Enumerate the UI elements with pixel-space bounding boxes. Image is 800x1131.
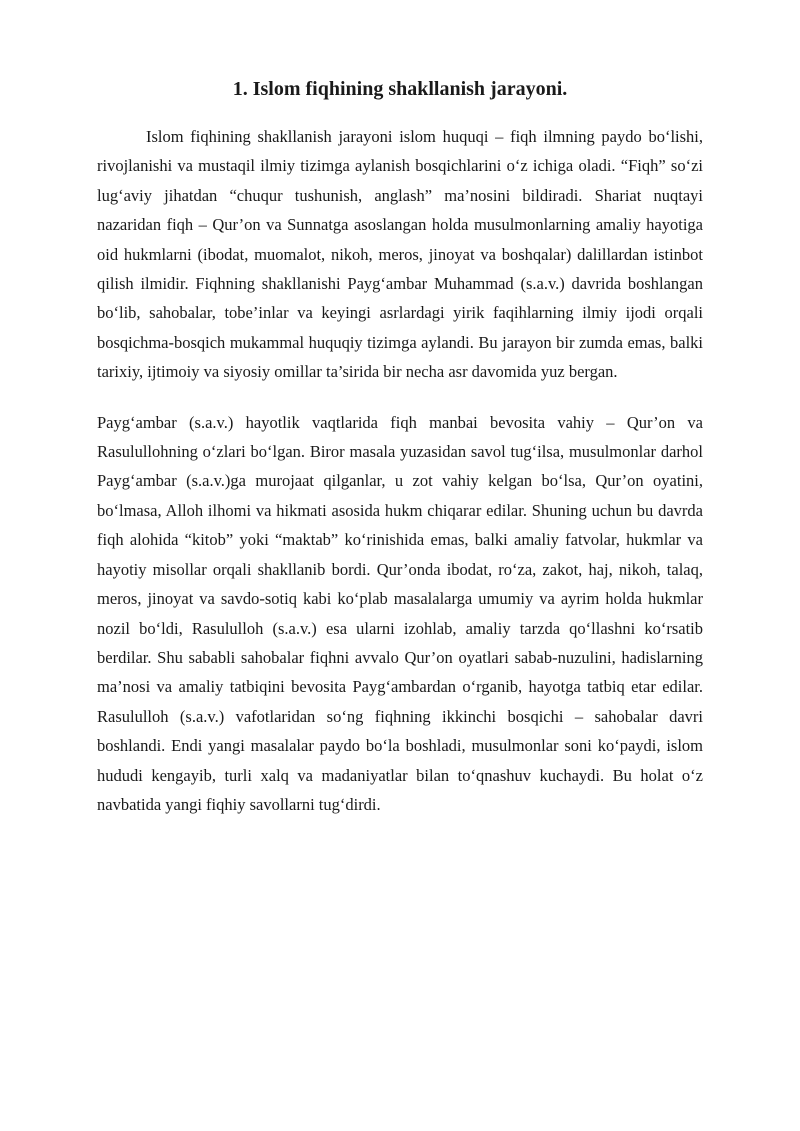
document-title: 1. Islom fiqhining shakllanish jarayoni.: [232, 78, 568, 100]
paragraph-1: Islom fiqhining shakllanish jarayoni islom huquqi – fiqh ilmning paydo bo‘lishi, rivojlanishi va mustaqil ilmiy tizimga aylanish bosqichlarini o‘z ichiga oladi. “Fiqh” so‘zi lug‘aviy jihatdan “chuqur tushunish, anglash” ma’nosini bildiradi. Shariat nuqtayi nazaridan fiqh – Qur’on va Sunnatga asoslangan holda musulmonlarning amaliy hayotiga oid hukmlarni (ibodat, muomalot, nikoh, meros, jinoyat va boshqalar) dalillardan istinbot qilish ilmidir. Fiqhning shakllanishi Payg‘ambar Muhammad (s.a.v.) davrida boshlangan bo‘lib, sahobalar, tobe’inlar va keyingi asrlardagi yirik faqihlarning ilmiy ijodi orqali bosqichma-bosqich mukammal huquqiy tizimga aylandi. Bu jarayon bir zumda emas, balki tarixiy, ijtimoiy va siyosiy omillar ta’sirida bir necha asr davomida yuz bergan.: [97, 127, 703, 382]
document-page: [97, 74, 703, 819]
paragraph-2: Payg‘ambar (s.a.v.) hayotlik vaqtlarida fiqh manbai bevosita vahiy – Qur’on va Rasulullohning o‘zlari bo‘lgan. Biror masala yuzasidan savol tug‘ilsa, musulmonlar darhol Payg‘ambar (s.a.v.)ga murojaat qilganlar, u zot vahiy kelgan bo‘lsa, Qur’on oyatini, bo‘lmasa, Alloh ilhomi va hikmati asosida hukm chiqarar edilar. Shuning uchun bu davrda fiqh alohida “kitob” yoki “maktab” ko‘rinishida emas, balki amaliy fatvolar, hukmlar va hayotiy misollar orqali shakllanib bordi. Qur’onda ibodat, ro‘za, zakot, haj, nikoh, talaq, meros, jinoyat va savdo-sotiq kabi ko‘plab masalalarga umumiy va ayrim holda hukmlar nozil bo‘ldi, Rasululloh (s.a.v.) esa ularni izohlab, amaliy tarzda qo‘llashni ko‘rsatib berdilar. Shu sababli sahobalar fiqhni avvalo Qur’on oyatlari sabab-nuzulini, hadislarning ma’nosi va amaliy tatbiqini bevosita Payg‘ambardan o‘rganib, hayotga tatbiq etar edilar. Rasululloh (s.a.v.) vafotlaridan so‘ng fiqhning ikkinchi bosqichi – sahobalar davri boshlandi. Endi yangi masalalar paydo bo‘la boshladi, musulmonlar soni ko‘paydi, islom hududi kengayib, turli xalq va madaniyatlar bilan to‘qnashuv kuchaydi. Bu holat o‘z navbatida yangi fiqhiy savollarni tug‘dirdi.: [97, 412, 703, 814]
